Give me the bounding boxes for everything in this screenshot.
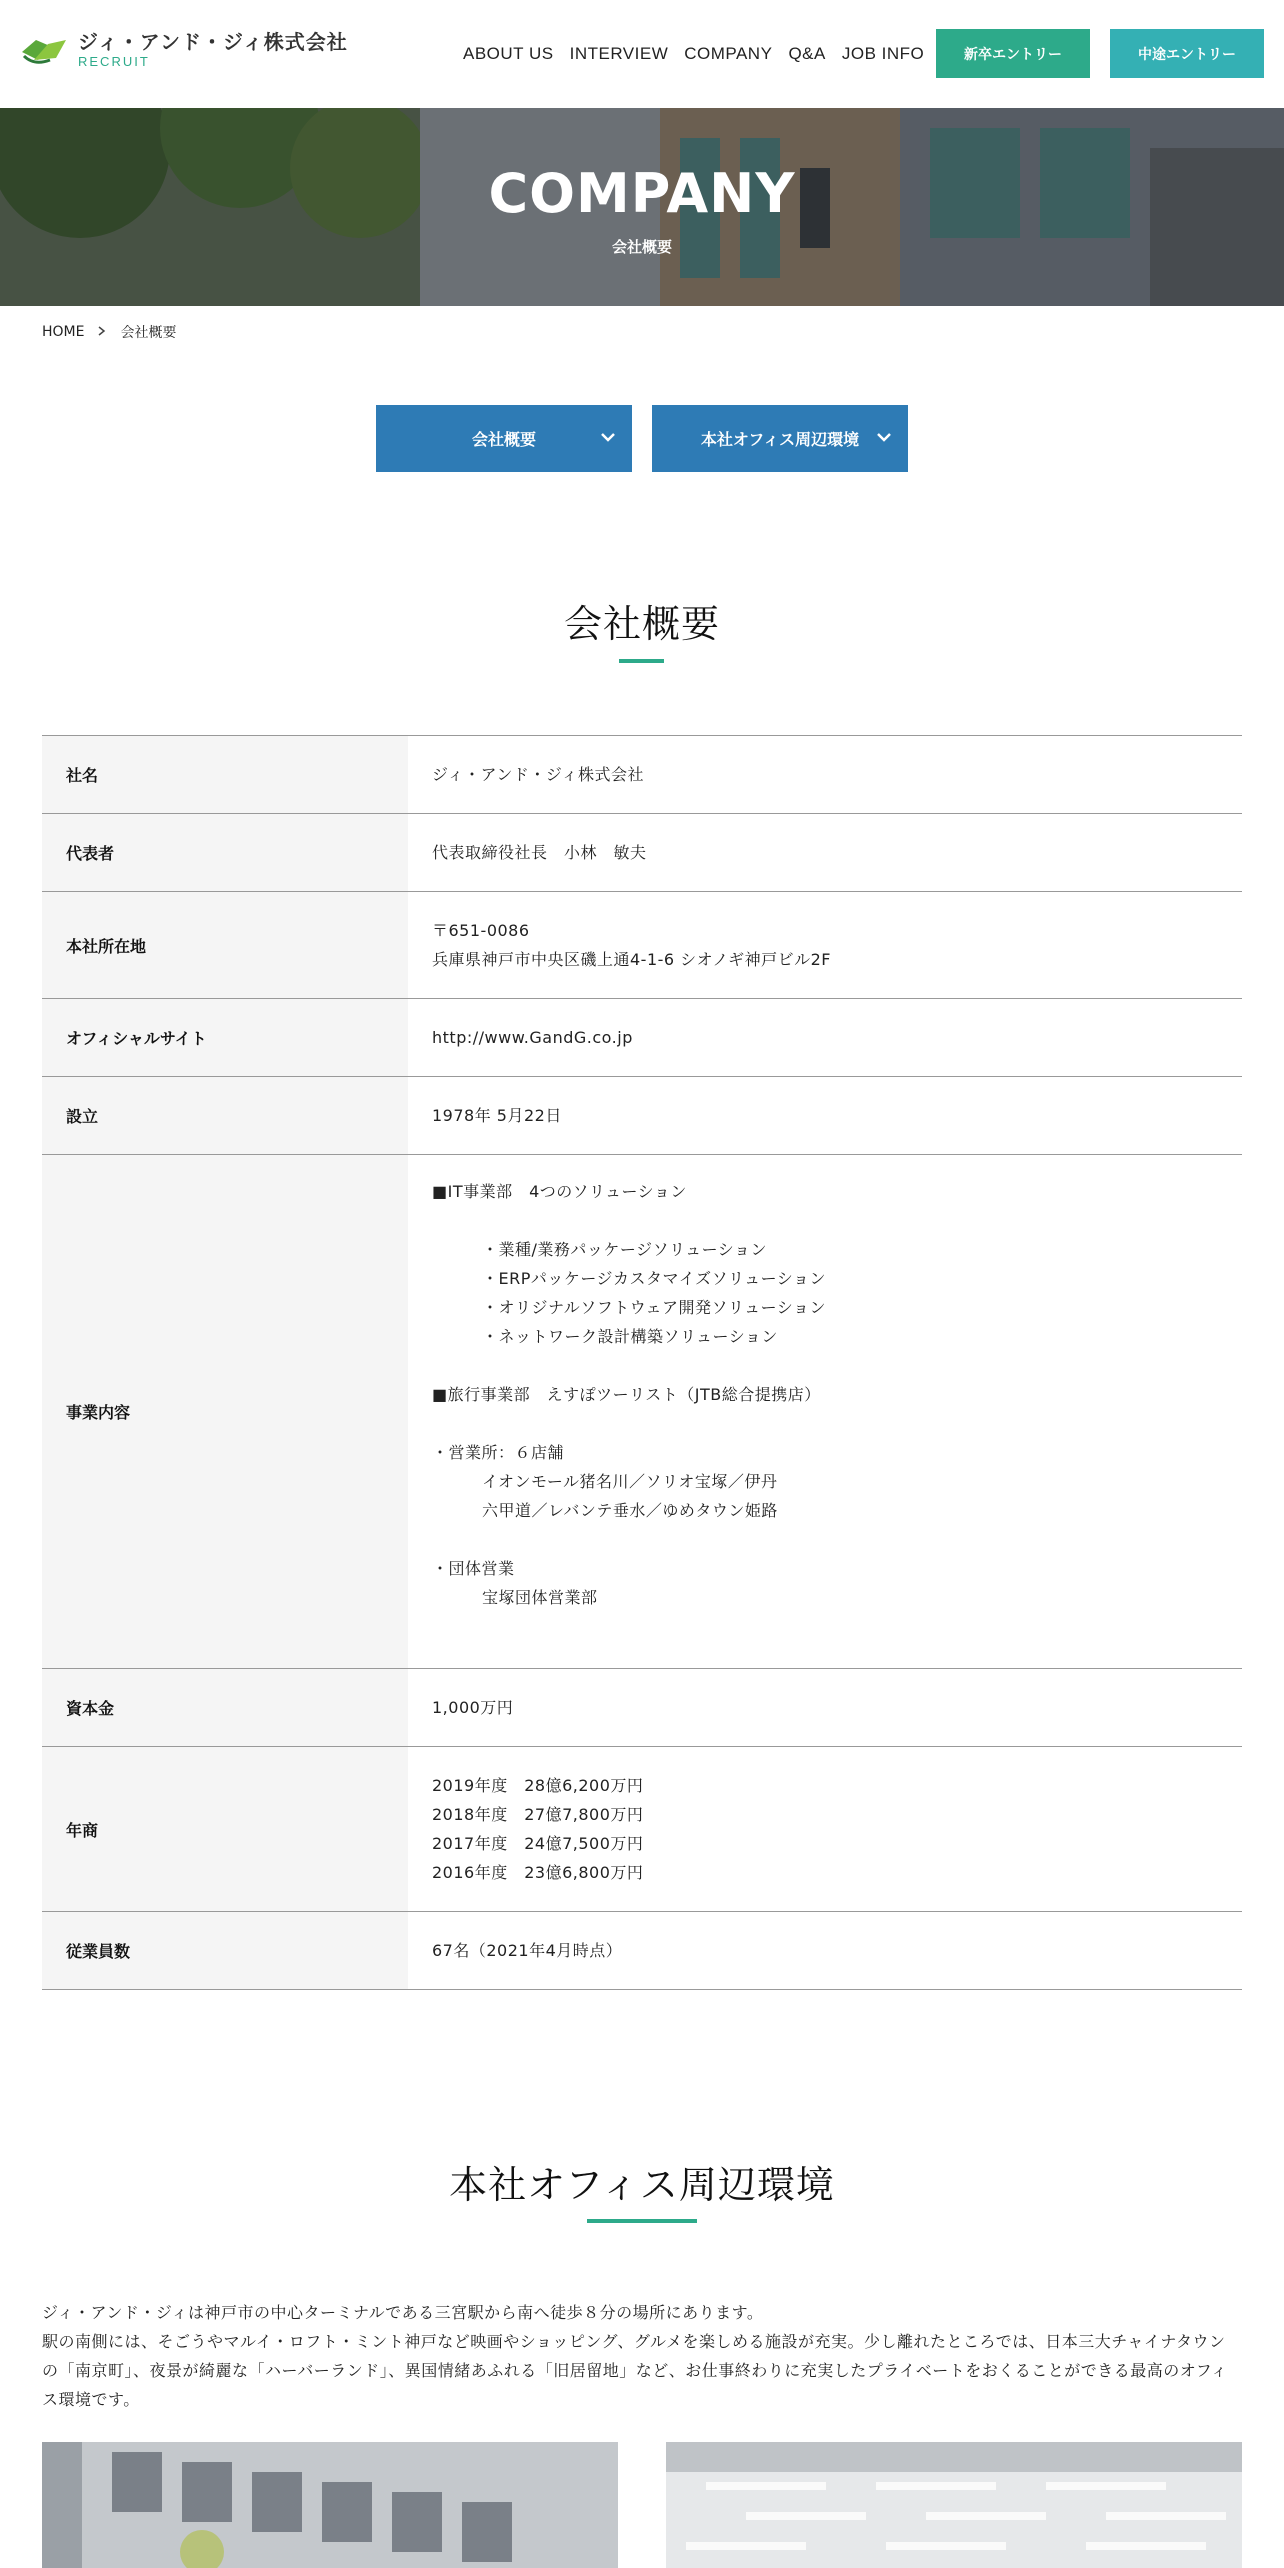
table-row — [42, 1669, 1242, 1747]
chevron-right-icon — [98, 325, 106, 339]
row-label-site: オフィシャルサイト — [42, 999, 408, 1077]
logo-sub: RECRUIT — [78, 54, 150, 69]
company-overview-table — [42, 735, 1242, 1990]
table-row — [42, 1912, 1242, 1990]
chevron-down-icon — [600, 427, 616, 451]
row-label-founded: 設立 — [42, 1077, 408, 1155]
anchor-office-button[interactable] — [652, 405, 908, 472]
row-label-name: 社名 — [42, 736, 408, 814]
business-it-item: ・業種/業務パッケージソリューション — [482, 1240, 767, 1259]
anchor-overview-button[interactable] — [376, 405, 632, 472]
nav-qa[interactable]: Q&A — [788, 44, 826, 63]
row-value-representative: 代表取締役社長 小林 敏夫 — [432, 843, 647, 862]
business-travel-head: ■旅行事業部 えすぽツーリスト（JTB総合提携店） — [432, 1385, 821, 1404]
table-row — [42, 999, 1242, 1077]
office-intro-line-2: 駅の南側には、そごうやマルイ・ロフト・ミント神戸など映画やショッピング、グルメを楽しめる施設が充実。少し離れたところでは、日本三大チャイナタウンの「南京町」、夜景が綺麗な「ハーバーランド」、異国情緒あふれる「旧居留地」など、お仕事終わりに充実したプライベートをおくることができる最高のオフィス環境です。 — [42, 2332, 1228, 2409]
breadcrumb-home[interactable]: HOME — [42, 324, 85, 340]
row-label-representative: 代表者 — [42, 814, 408, 892]
table-row — [42, 1747, 1242, 1912]
address-line: 兵庫県神戸市中央区磯上通4-1-6 シオノギ神戸ビル2F — [432, 950, 831, 969]
business-group-line: 宝塚団体営業部 — [482, 1588, 598, 1607]
office-section-title: 本社オフィス周辺環境 — [449, 2163, 835, 2207]
logo-name: ジィ・アンド・ジィ株式会社 — [78, 30, 348, 54]
row-value-name: ジィ・アンド・ジィ株式会社 — [432, 765, 644, 784]
address-postal: 〒651-0086 — [432, 921, 530, 940]
business-shop-line: 六甲道／レバンテ垂水／ゆめタウン姫路 — [482, 1501, 778, 1520]
row-label-sales: 年商 — [42, 1747, 408, 1912]
row-value-address — [408, 892, 1242, 999]
logo-mark-icon — [20, 30, 68, 70]
office-intro-line-1: ジィ・アンド・ジィは神戸市の中心ターミナルである三宮駅から南へ徒歩８分の場所にあります。 — [42, 2303, 764, 2322]
business-shops-head: ・営業所：６店舗 — [432, 1443, 565, 1462]
row-label-capital: 資本金 — [42, 1669, 408, 1747]
new-graduate-entry-button[interactable]: 新卒エントリー — [936, 29, 1090, 78]
business-it-head: ■IT事業部 4つのソリューション — [432, 1182, 687, 1201]
sales-line: 2017年度 24億7,500万円 — [432, 1834, 644, 1853]
hero-title: COMPANY — [488, 162, 796, 225]
sales-line: 2018年度 27億7,800万円 — [432, 1805, 644, 1824]
logo[interactable] — [20, 30, 348, 70]
row-value-employees: 67名（2021年4月時点） — [432, 1941, 623, 1960]
table-row — [42, 1155, 1242, 1669]
table-row — [42, 736, 1242, 814]
table-row — [42, 1077, 1242, 1155]
row-value-founded: 1978年 5月22日 — [432, 1106, 562, 1125]
hero-banner — [0, 108, 1284, 306]
table-row — [42, 814, 1242, 892]
mid-career-entry-button[interactable]: 中途エントリー — [1110, 29, 1264, 78]
nav-about[interactable]: ABOUT US — [463, 44, 554, 63]
chevron-down-icon — [876, 427, 892, 451]
nav-job-info[interactable]: JOB INFO — [841, 44, 925, 63]
table-row — [42, 892, 1242, 999]
business-it-item: ・ERPパッケージカスタマイズソリューション — [482, 1269, 826, 1288]
overview-section-title: 会社概要 — [563, 602, 720, 646]
breadcrumb — [42, 322, 176, 342]
site-header — [0, 0, 1284, 108]
official-site-link[interactable]: http://www.GandG.co.jp — [432, 1028, 633, 1047]
breadcrumb-current: 会社概要 — [120, 325, 177, 341]
anchor-overview-label: 会社概要 — [471, 430, 536, 449]
sales-line: 2016年度 23億6,800万円 — [432, 1863, 644, 1882]
row-label-business: 事業内容 — [42, 1155, 408, 1669]
anchor-office-label: 本社オフィス周辺環境 — [700, 430, 860, 449]
global-nav — [463, 44, 940, 64]
office-building-photo — [42, 2442, 618, 2568]
business-group-head: ・団体営業 — [432, 1559, 515, 1578]
sales-line: 2019年度 28億6,200万円 — [432, 1776, 644, 1795]
business-shop-line: イオンモール猪名川／ソリオ宝塚／伊丹 — [482, 1472, 778, 1491]
office-intro — [42, 2298, 1242, 2414]
business-it-item: ・ネットワーク設計構築ソリューション — [482, 1327, 778, 1346]
row-label-employees: 従業員数 — [42, 1912, 408, 1990]
office-interior-photo — [666, 2442, 1242, 2568]
nav-interview[interactable]: INTERVIEW — [569, 44, 669, 63]
office-title-underline — [587, 2219, 697, 2223]
row-value-business — [408, 1155, 1242, 1669]
row-label-address: 本社所在地 — [42, 892, 408, 999]
row-value-capital: 1,000万円 — [432, 1698, 514, 1717]
row-value-sales — [408, 1747, 1242, 1912]
nav-company[interactable]: COMPANY — [684, 44, 773, 63]
business-it-item: ・オリジナルソフトウェア開発ソリューション — [482, 1298, 826, 1317]
hero-subtitle: 会社概要 — [611, 238, 672, 256]
overview-title-underline — [619, 659, 664, 663]
